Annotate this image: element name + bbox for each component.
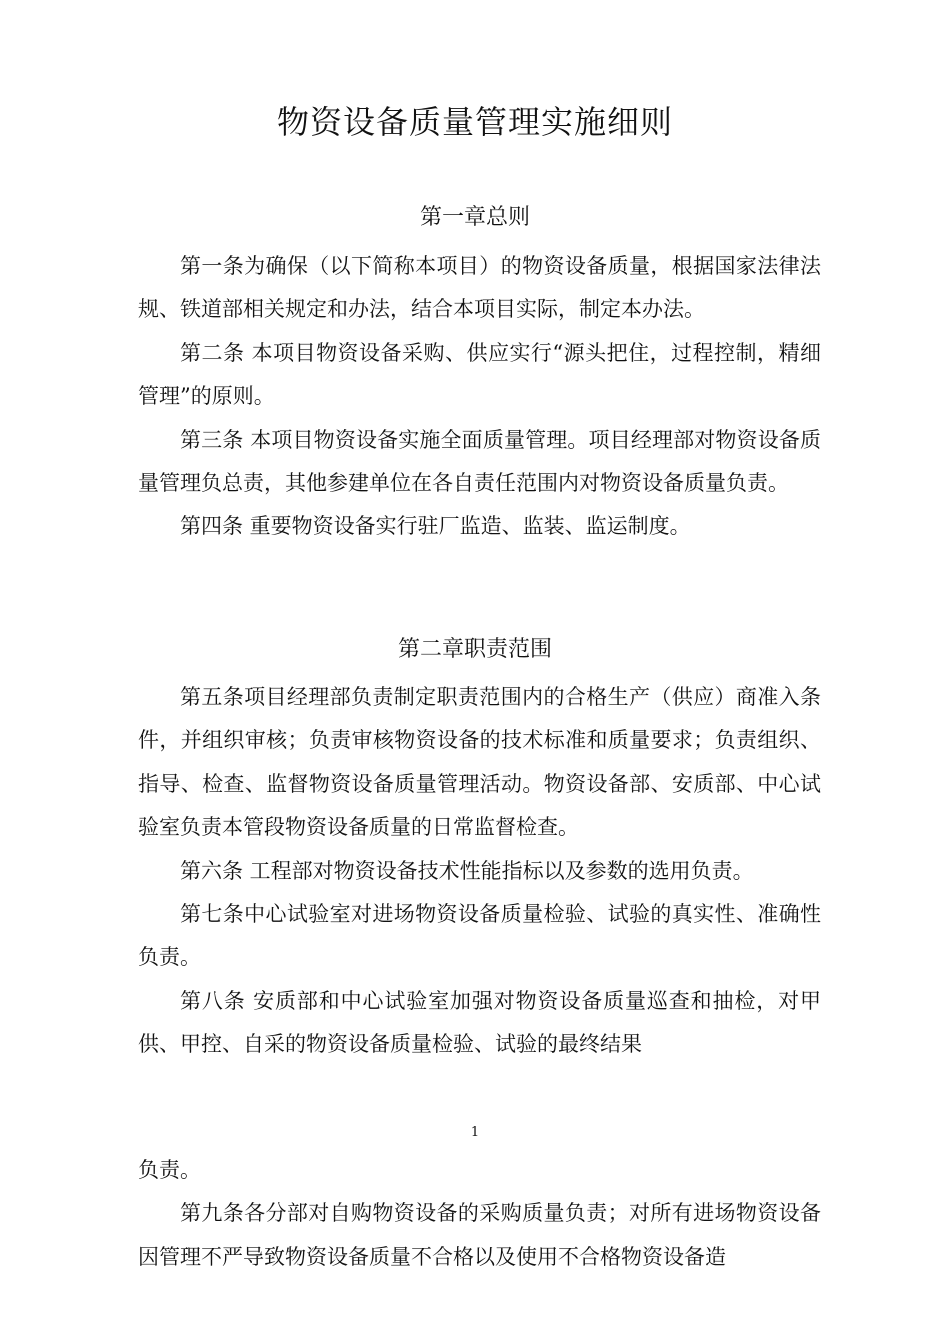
article-7: 第七条中心试验室对进场物资设备质量检验、试验的真实性、准确性负责。 [138,902,821,970]
page-number: 1 [470,1125,480,1140]
chapter-heading-2: 第二章职责范围 [397,637,552,662]
chapter-heading-1: 第一章总则 [419,205,530,230]
article-8: 第八条 安质部和中心试验室加强对物资设备质量巡查和抽检，对甲供、甲控、自采的物资设备质量检验、试验的最终结果 [138,988,821,1057]
article-4: 第四条 重要物资设备实行驻厂监造、监装、监运制度。 [180,514,691,539]
article-5: 第五条项目经理部负责制定职责范围内的合格生产（供应）商准入条件，并组织审核；负责审核物资设备的技术标准和质量要求；负责组织、指导、检查、监督物资设备质量管理活动。物资设备部、安质部、中心试验室负责本管段物资设备质量的日常监督检查。 [138,685,821,840]
article-8-continuation: 负责。 [138,1158,201,1182]
document-title: 物资设备质量管理实施细则 [276,103,673,141]
next-page-body [138,1149,821,1279]
article-3: 第三条 本项目物资设备实施全面质量管理。项目经理部对物资设备质量管理负总责，其他参建单位在各自责任范围内对物资设备质量负责。 [138,427,821,496]
article-2: 第二条 本项目物资设备采购、供应实行“源头把住，过程控制，精细管理”的原则。 [138,340,821,409]
article-1: 第一条为确保（以下简称本项目）的物资设备质量，根据国家法律法规、铁道部相关规定和办法，结合本项目实际，制定本办法。 [138,254,821,322]
article-6: 第六条 工程部对物资设备技术性能指标以及参数的选用负责。 [180,858,754,883]
article-9: 第九条各分部对自购物资设备的采购质量负责；对所有进场物资设备因管理不严导致物资设备质量不合格以及使用不合格物资设备造 [138,1201,821,1269]
chapter-1-body [138,245,821,549]
chapter-2-body [138,676,821,1067]
